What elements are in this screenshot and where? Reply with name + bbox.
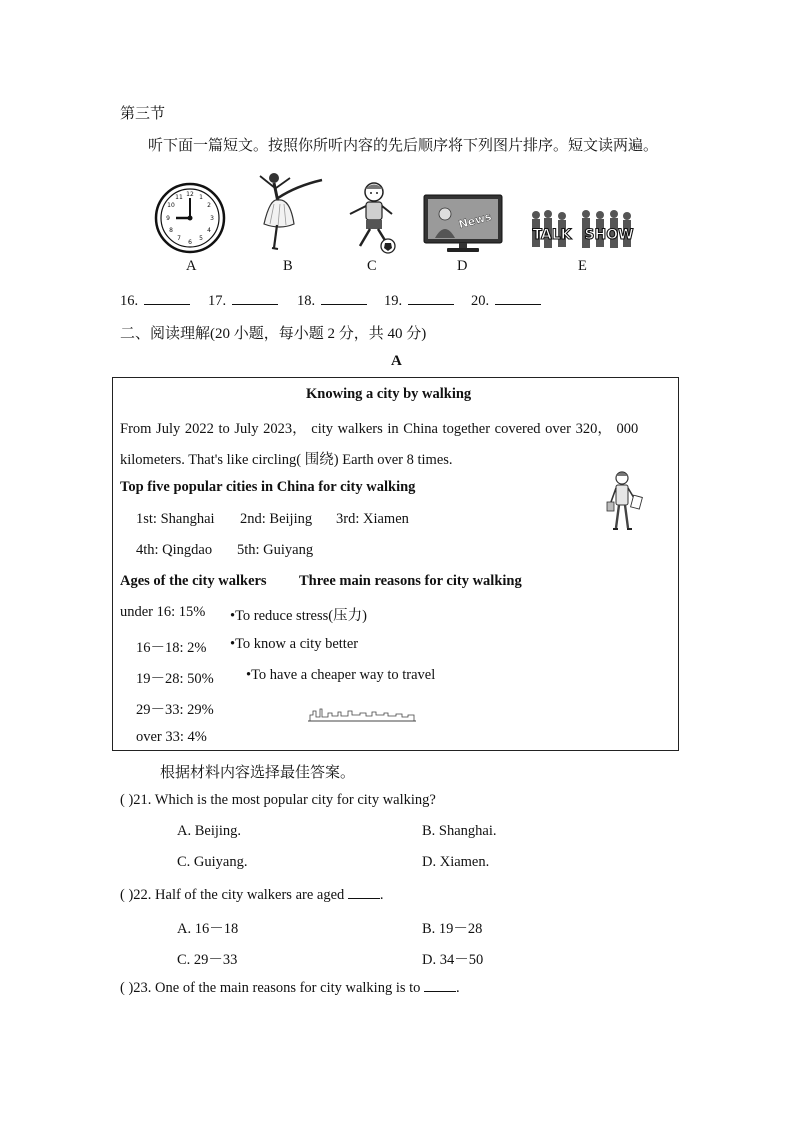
answer-blank-18[interactable]: 18. bbox=[297, 292, 367, 310]
picture-label-a: A bbox=[186, 258, 197, 274]
passage-line-1: From July 2022 to July 2023， city walkers in China together covered over 320， 000 bbox=[120, 421, 639, 437]
age-group-3: 19－28: 50% bbox=[136, 671, 214, 687]
city-rank-1: 1st: Shanghai bbox=[136, 511, 215, 527]
passage-title: Knowing a city by walking bbox=[306, 386, 472, 402]
picture-label-e: E bbox=[578, 258, 587, 274]
svg-text:6: 6 bbox=[188, 239, 192, 246]
question-23: ( )23. One of the main reasons for city walking is to . bbox=[120, 980, 460, 996]
reason-3: •To have a cheaper way to travel bbox=[246, 667, 436, 683]
passage-line-2: kilometers. That's like circling( 围绕) Earth over 8 times. bbox=[120, 452, 453, 468]
reason-1: •To reduce stress(压力) bbox=[230, 608, 367, 624]
svg-text:11: 11 bbox=[175, 194, 183, 201]
city-rank-4: 4th: Qingdao bbox=[136, 542, 213, 558]
picture-label-c: C bbox=[367, 258, 377, 274]
talk-text: TALK bbox=[532, 227, 572, 243]
top-cities-heading: Top five popular cities in China for city walking bbox=[120, 479, 416, 495]
city-rank-3: 3rd: Xiamen bbox=[336, 511, 409, 527]
question-21: ( )21. Which is the most popular city for city walking? bbox=[120, 792, 436, 808]
q22-option-c[interactable]: C. 29－33 bbox=[177, 952, 238, 968]
q22-option-d[interactable]: D. 34－50 bbox=[422, 952, 484, 968]
talk-show-icon bbox=[526, 208, 638, 254]
svg-text:10: 10 bbox=[167, 202, 175, 209]
section-title: 第三节 bbox=[120, 106, 166, 122]
reasons-heading: Three main reasons for city walking bbox=[299, 573, 522, 589]
question-22: ( )22. Half of the city walkers are aged . bbox=[120, 887, 384, 903]
answer-blank-19[interactable]: 19. bbox=[384, 292, 454, 310]
football-boy-icon bbox=[344, 180, 402, 256]
part2-title: 二、阅读理解(20 小题，每小题 2 分，共 40 分) bbox=[120, 326, 427, 342]
passage-label: A bbox=[391, 353, 402, 369]
q23-blank bbox=[424, 979, 456, 992]
q21-option-c[interactable]: C. Guiyang. bbox=[177, 854, 248, 870]
city-rank-5: 5th: Guiyang bbox=[237, 542, 314, 558]
svg-text:7: 7 bbox=[177, 235, 181, 242]
q21-option-a[interactable]: A. Beijing. bbox=[177, 823, 242, 839]
picture-label-b: B bbox=[283, 258, 293, 274]
age-group-4: 29－33: 29% bbox=[136, 702, 214, 718]
svg-text:9: 9 bbox=[166, 215, 170, 222]
q22-option-a[interactable]: A. 16－18 bbox=[177, 921, 239, 937]
answer-blank-16[interactable]: 16. bbox=[120, 292, 190, 310]
svg-text:5: 5 bbox=[199, 235, 203, 242]
tv-news-text: News bbox=[457, 210, 493, 232]
age-group-1: under 16: 15% bbox=[120, 604, 206, 620]
svg-text:12: 12 bbox=[186, 191, 194, 198]
ballerina-icon bbox=[250, 168, 326, 254]
listening-instruction: 听下面一篇短文。按照你所听内容的先后顺序将下列图片排序。短文读两遍。 bbox=[148, 138, 659, 154]
svg-text:4: 4 bbox=[207, 227, 211, 234]
show-text: SHOW bbox=[584, 227, 634, 243]
svg-text:3: 3 bbox=[210, 215, 214, 222]
picture-label-d: D bbox=[457, 258, 468, 274]
q22-blank bbox=[348, 886, 380, 899]
answer-blank-17[interactable]: 17. bbox=[208, 292, 278, 310]
walker-icon bbox=[604, 470, 644, 536]
q21-option-d[interactable]: D. Xiamen. bbox=[422, 854, 490, 870]
q22-option-b[interactable]: B. 19－28 bbox=[422, 921, 483, 937]
city-rank-2: 2nd: Beijing bbox=[240, 511, 313, 527]
svg-text:1: 1 bbox=[199, 194, 203, 201]
questions-instruction: 根据材料内容选择最佳答案。 bbox=[160, 765, 356, 781]
clock-icon bbox=[154, 182, 226, 254]
answer-blank-20[interactable]: 20. bbox=[471, 292, 541, 310]
q21-option-b[interactable]: B. Shanghai. bbox=[422, 823, 497, 839]
skyline-icon bbox=[308, 703, 416, 723]
ages-heading: Ages of the city walkers bbox=[120, 573, 267, 589]
age-group-2: 16－18: 2% bbox=[136, 640, 207, 656]
svg-text:8: 8 bbox=[169, 227, 173, 234]
tv-news-icon bbox=[423, 194, 503, 254]
reason-2: •To know a city better bbox=[230, 636, 359, 652]
age-group-5: over 33: 4% bbox=[136, 729, 207, 745]
svg-text:2: 2 bbox=[207, 202, 211, 209]
